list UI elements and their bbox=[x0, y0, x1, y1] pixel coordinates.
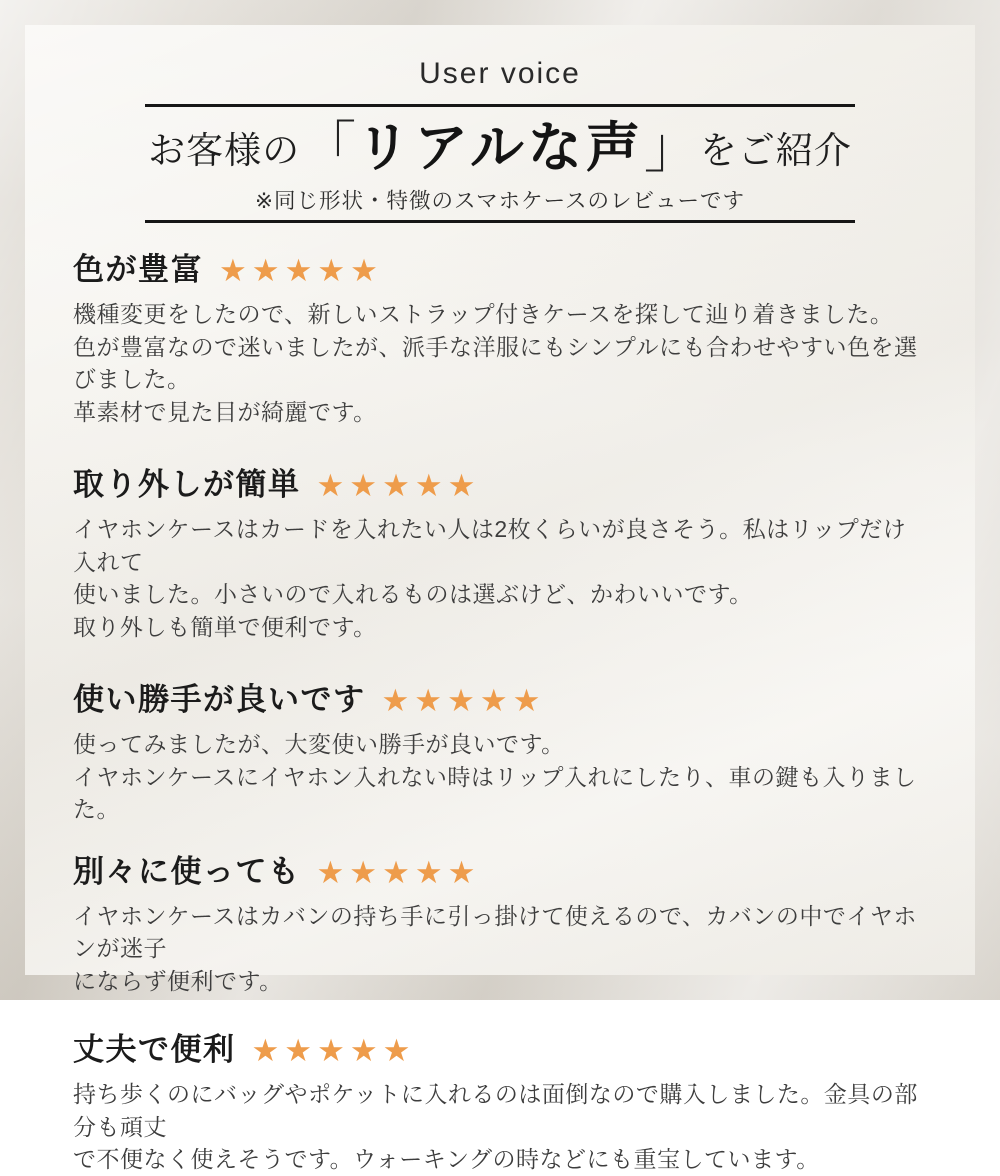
review-header bbox=[73, 1030, 927, 1070]
review-body-line: 使ってみましたが、大変使い勝手が良いです。 bbox=[73, 731, 565, 757]
review-body-line: イヤホンケースはカバンの持ち手に引っ掛けて使えるので、カバンの中でイヤホンが迷子 bbox=[73, 902, 917, 961]
review-body-line: イヤホンケースはカードを入れたい人は2枚くらいが良さそう。私はリップだけ入れて bbox=[73, 516, 907, 575]
review-body-line: にならず便利です。 bbox=[73, 967, 283, 994]
review-body bbox=[73, 513, 927, 643]
open-bracket: 「 bbox=[300, 116, 357, 179]
top-rule bbox=[145, 104, 855, 107]
star-rating-icon: ★★★★★ bbox=[219, 253, 383, 289]
bottom-rule bbox=[145, 220, 855, 223]
review-title: 取り外しが簡単 bbox=[73, 467, 301, 502]
review-body bbox=[73, 1078, 927, 1176]
star-rating-icon: ★★★★★ bbox=[316, 468, 481, 504]
review-body-line: 色が豊富なので迷いましたが、派手な洋服にもシンプルにも合わせやすい色を選びました。 bbox=[73, 333, 918, 392]
review-title: 別々に使っても bbox=[73, 853, 301, 889]
section-eyebrow: User voice bbox=[419, 57, 581, 90]
section-title-suffix: をご紹介 bbox=[699, 130, 852, 171]
star-rating-icon: ★★★★★ bbox=[251, 1033, 416, 1069]
review-header bbox=[73, 465, 927, 505]
close-bracket: 」 bbox=[643, 116, 700, 179]
review-header bbox=[73, 680, 927, 720]
star-rating-icon: ★★★★★ bbox=[316, 854, 481, 891]
review-body bbox=[73, 728, 927, 826]
section-title bbox=[25, 112, 975, 187]
review-title: 丈夫で便利 bbox=[73, 1032, 236, 1067]
review-item bbox=[73, 680, 927, 826]
review-body-line: 使いました。小さいので入れるものは選ぶけど、かわいいです。 bbox=[73, 581, 753, 607]
review-body bbox=[73, 298, 927, 428]
review-item bbox=[73, 465, 927, 643]
review-title: 色が豊富 bbox=[73, 252, 203, 287]
star-rating-icon: ★★★★★ bbox=[381, 683, 546, 719]
review-header bbox=[73, 852, 927, 892]
review-body-line: 革素材で見た目が綺麗です。 bbox=[73, 398, 377, 425]
section-title-prefix: お客様の bbox=[148, 130, 301, 171]
review-body-line: 持ち歩くのにバッグやポケットに入れるのは面倒なので購入しました。金具の部分も頑丈 bbox=[73, 1081, 918, 1140]
review-item bbox=[73, 1030, 927, 1176]
review-title: 使い勝手が良いです bbox=[73, 682, 366, 717]
review-body-line: 機種変更をしたので、新しいストラップ付きケースを探して辿り着きました。 bbox=[73, 301, 894, 327]
review-header bbox=[73, 250, 927, 290]
section-title-emphasis: リアルな声 bbox=[356, 118, 644, 178]
reviews-list bbox=[73, 250, 927, 1176]
review-body-line: イヤホンケースにイヤホン入れない時はリップ入れにしたり、車の鍵も入りました。 bbox=[73, 763, 917, 822]
review-body-line: 取り外しも簡単で便利です。 bbox=[73, 613, 377, 640]
review-item bbox=[73, 852, 927, 998]
review-body-line: で不便なく使えそうです。ウォーキングの時などにも重宝しています。 bbox=[73, 1146, 820, 1172]
section-subtitle: ※同じ形状・特徴のスマホケースのレビューです bbox=[254, 189, 745, 213]
review-body bbox=[73, 900, 927, 998]
review-item bbox=[73, 250, 927, 428]
review-panel bbox=[25, 25, 975, 1172]
